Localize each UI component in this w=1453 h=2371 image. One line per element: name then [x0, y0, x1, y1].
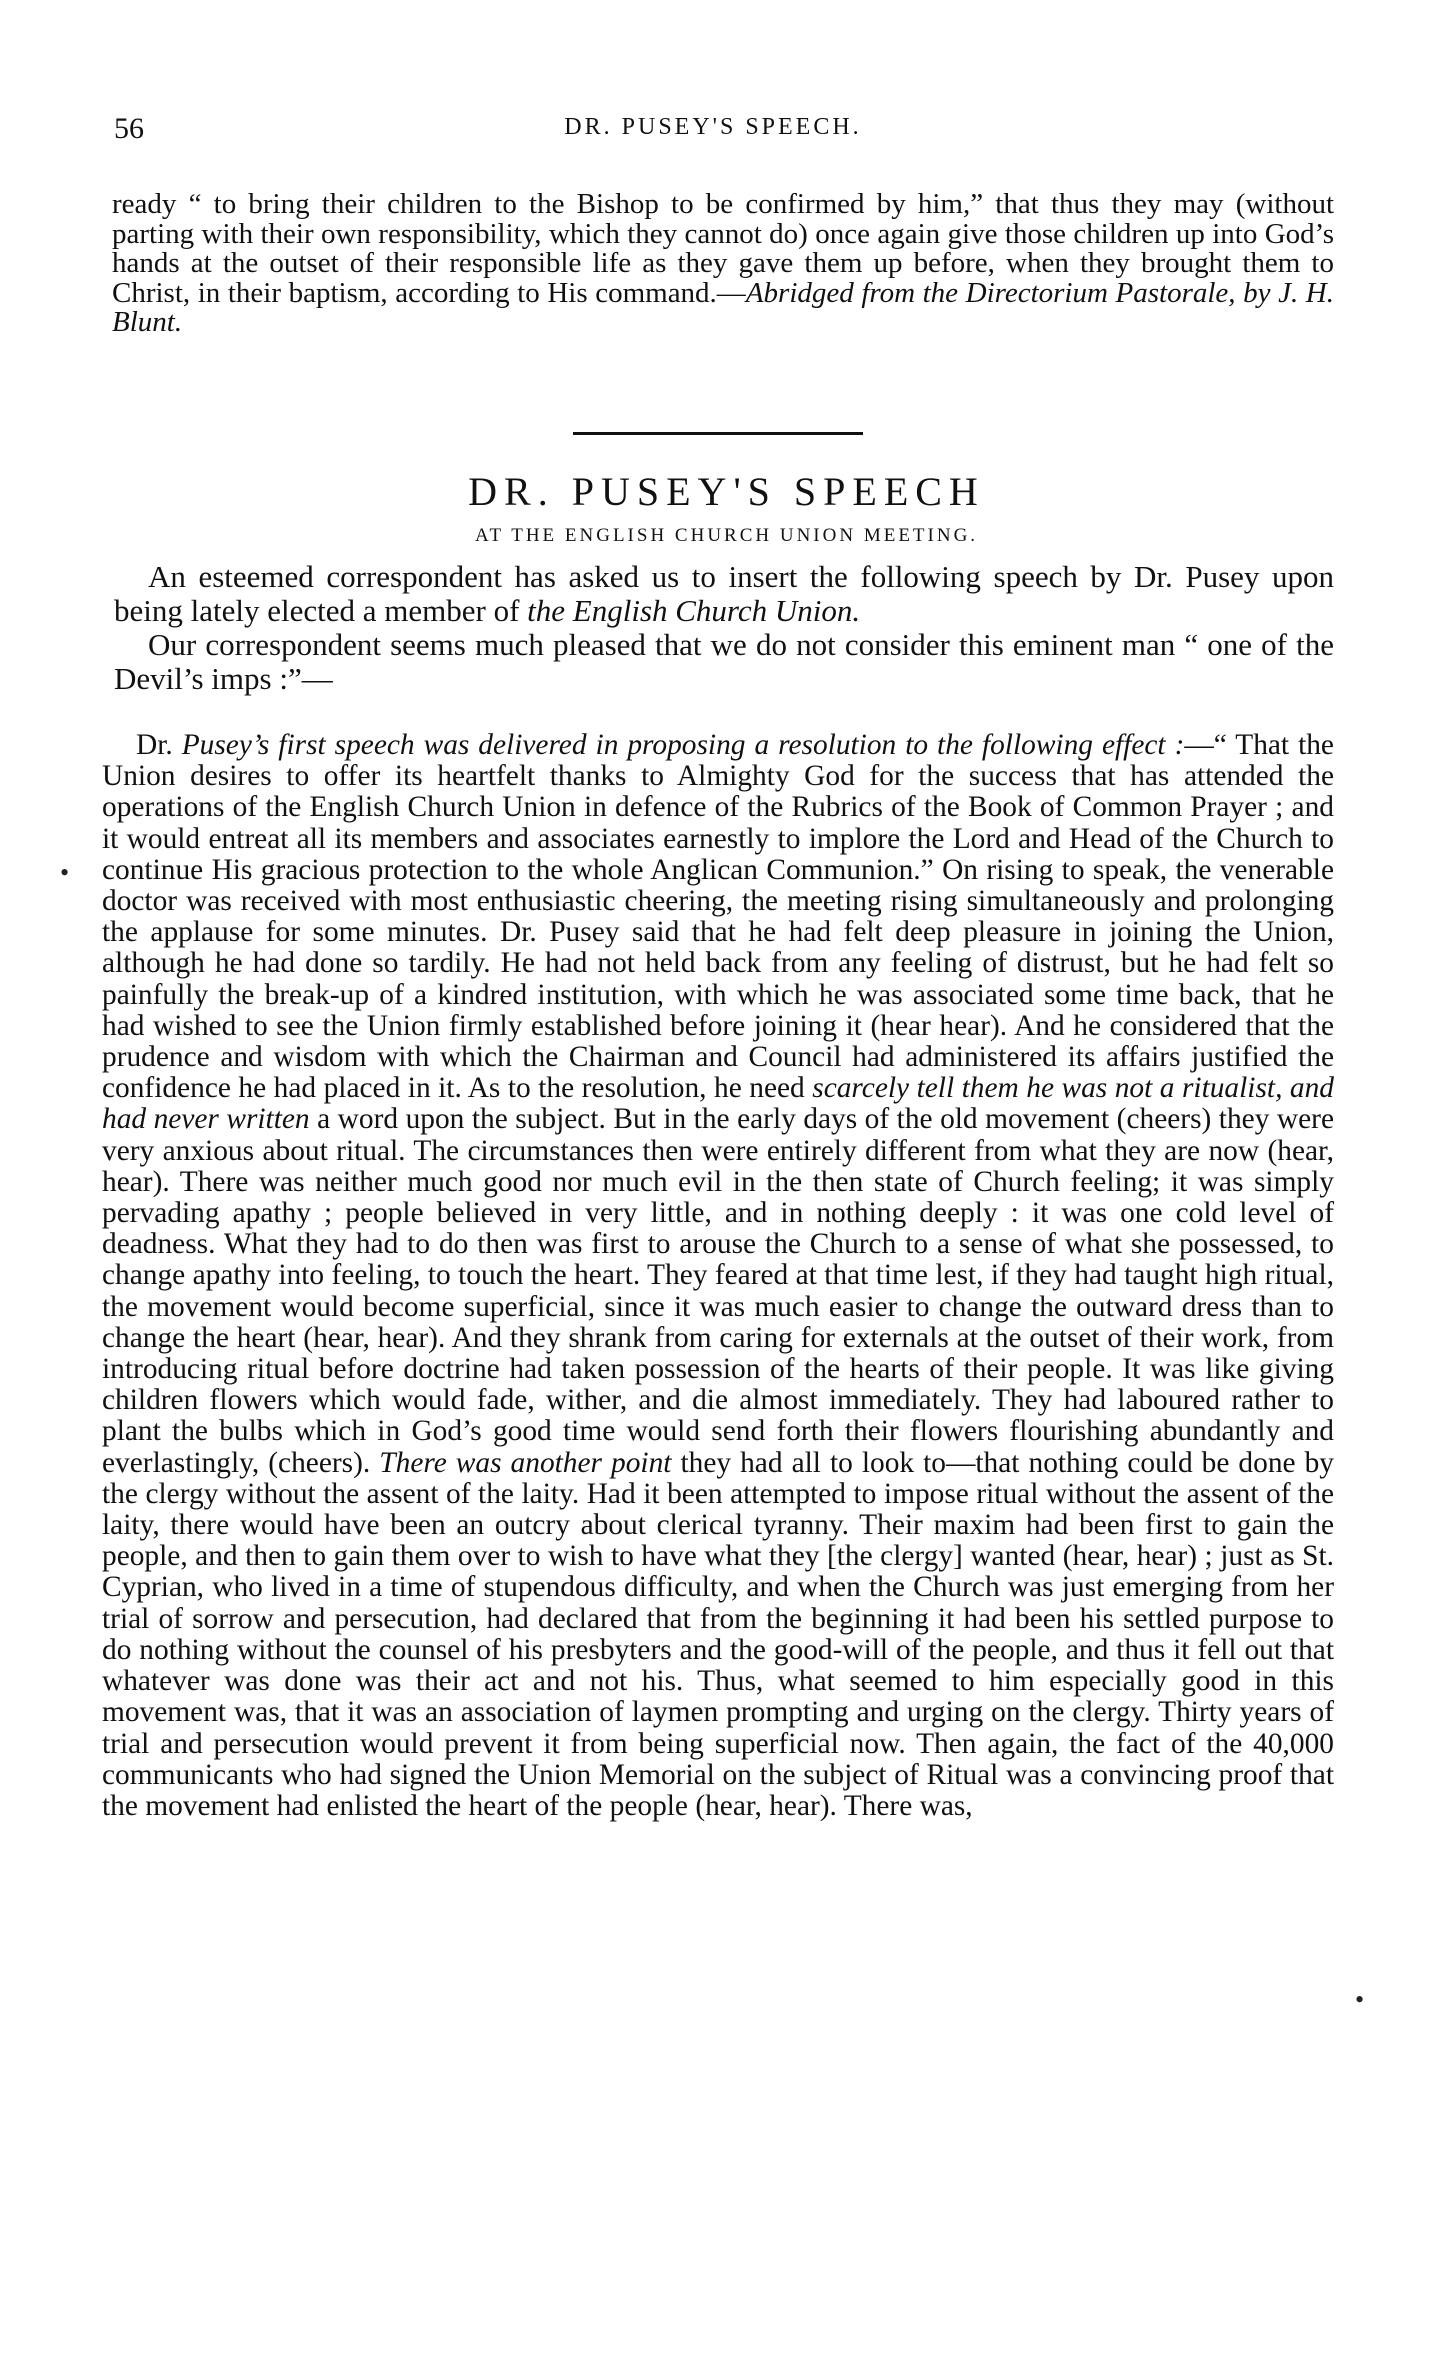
speech-paragraph: [102, 730, 1334, 1822]
left-margin-mark: •: [60, 858, 70, 887]
preface-paragraph-1: [114, 560, 1334, 628]
speech-emphasis-3: There was another point: [379, 1446, 672, 1479]
article-title: DR. PUSEY'S SPEECH: [468, 469, 985, 514]
intro-body: ready “ to bring their children to the Bishop to be confirmed by him,” that thus they may (without parting with their own responsibility, which they cannot do) once again give those children up into God’s hands at the outset of their responsible life as they gave them up before, when they brought them to Christ, in their baptism, according to His command.—: [112, 188, 1334, 309]
speech-start: Dr.: [136, 729, 182, 761]
preface-1-emphasis: the English Church Union.: [527, 593, 861, 628]
section-divider-rule: [573, 432, 863, 435]
speech-text-3: they had all to look to—that nothing could be done by the clergy without the assent of the laity. Had it been attempted to impose ritual without the assent of the laity, there would have been an outcry about clerical tyranny. Their maxim had been first to gain the people, and then to gain them over to wish to have what they [the clergy] wanted (hear, hear) ; just as St. Cyprian, who lived in a time of stupendous difficulty, and when the Church was just emerging from her trial of sorrow and persecution, had declared that from the beginning it had been his settled purpose to do nothing without the counsel of his presbyters and the good-will of the people, and thus it fell out that whatever was done was their act and not his. Thus, what seemed to him especially good in this movement was, that it was an association of laymen prompting and urging on the clergy. Thirty years of trial and persecution would prevent it from being superficial now. Then again, the fact of the 40,000 communicants who had signed the Union Memorial on the subject of Ritual was a convincing proof that the movement had enlisted the heart of the people (hear, hear). There was,: [102, 1446, 1334, 1822]
preface-paragraph-2: Our correspondent seems much pleased that we do not consider this eminent man “ one of the Devil’s imps :”—: [114, 627, 1334, 696]
right-margin-mark: •: [1355, 1985, 1365, 2014]
speech-text-1: —“ That the Union desires to offer its heartfelt thanks to Almighty God for the success that has attended the operations of the English Church Union in defence of the Rubrics of the Book of Common Prayer ; and it would entreat all its members and associates earnestly to implore the Lord and Head of the Church to continue His gracious protection to the whole Anglican Communion.” On rising to speak, the venerable doctor was received with most enthusiastic cheering, the meeting rising simultaneously and prolonging the applause for some minutes. Dr. Pusey said that he had felt deep pleasure in joining the Union, although he had done so tardily. He had not held back from any feeling of distrust, but he had felt so painfully the break-up of a kindred institution, with which he was associated some time back, that he had wished to see the Union firmly established before joining it (hear hear). And he considered that the prudence and wisdom with which the Chairman and Council had administered its affairs justified the confidence he had placed in it. As to the resolution, he need: [102, 729, 1334, 1105]
speech-body: [102, 730, 1334, 1822]
intro-paragraph: [112, 190, 1334, 338]
preface: [114, 560, 1334, 696]
preface-1-text: An esteemed correspondent has asked us to insert the following speech by Dr. Pusey upon being lately elected a member of: [114, 559, 1334, 628]
running-title: DR. PUSEY'S SPEECH.: [564, 114, 862, 140]
speech-emphasis-2: scarcely tell them he was not a ritualist, and had never written: [102, 1072, 1334, 1136]
speech-text-2: a word upon the subject. But in the early days of the old movement (cheers) they were very anxious about ritual. The circumstances then were entirely different from what they are now (hear, hear). There was neither much good nor much evil in the then state of Church feeling; it was simply pervading apathy ; people believed in very little, and in nothing deeply : it was one cold level of deadness. What they had to do then was first to arouse the Church to a sense of what she possessed, to change apathy into feeling, to touch the heart. They feared at that time lest, if they had taught high ritual, the movement would become superficial, since it was much easier to change the outward dress than to change the heart (hear, hear). And they shrank from caring for externals at the outset of their work, from introducing ritual before doctrine had taken possession of the hearts of their people. It was like giving children flowers which would fade, wither, and die almost immediately. They had laboured rather to plant the bulbs which in God’s good time would send forth their flowers flourishing abundantly and everlastingly, (cheers).: [102, 1103, 1335, 1479]
intro-source-citation: Abridged from the Directorium Pastorale, by J. H. Blunt.: [112, 276, 1334, 339]
running-header: [108, 112, 1318, 152]
speech-emphasis-1: Pusey’s first speech was delivered in proposing a resolution to the following effect :: [181, 729, 1185, 761]
article-subtitle: AT THE ENGLISH CHURCH UNION MEETING.: [474, 525, 979, 546]
page-number: 56: [114, 112, 144, 145]
